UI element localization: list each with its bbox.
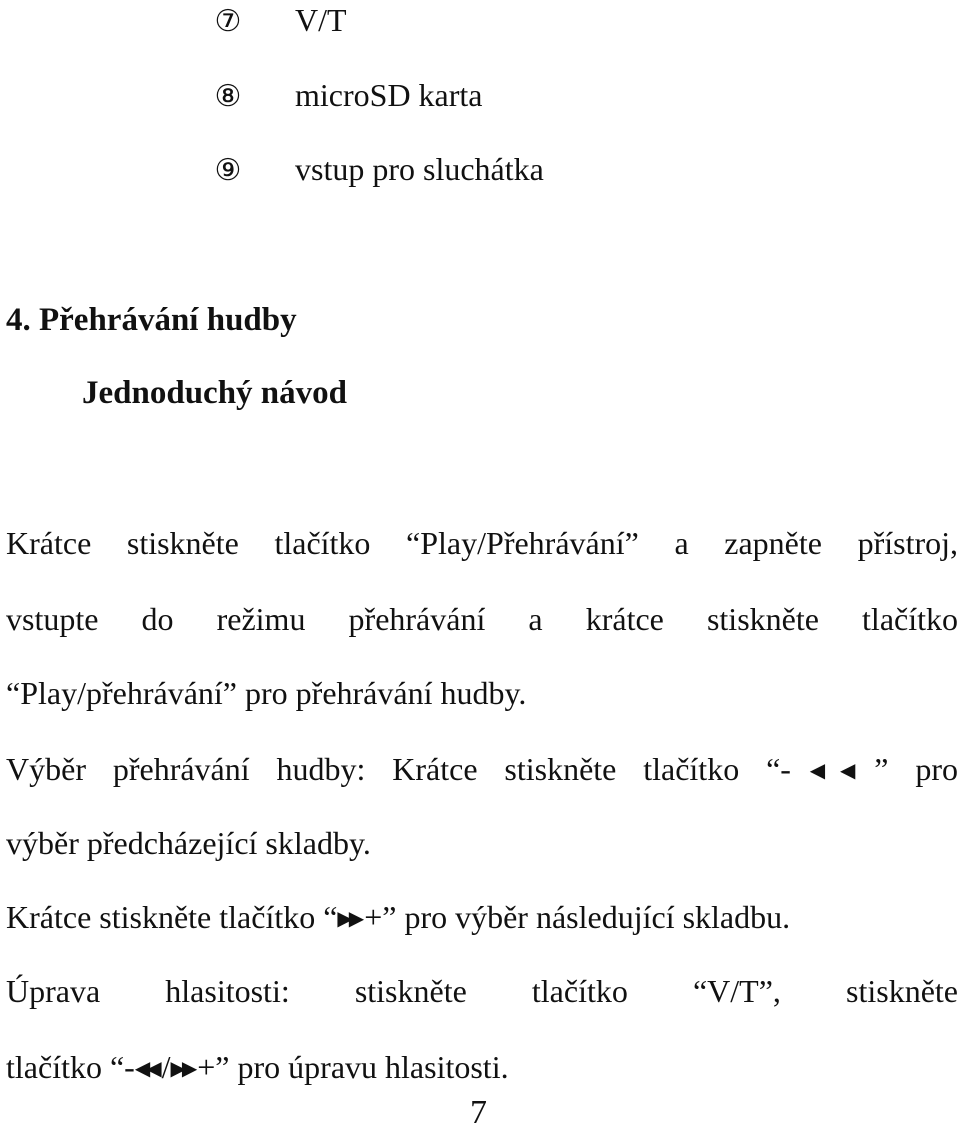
- rewind-icon: ◀◀: [790, 758, 871, 782]
- list-item: [210, 149, 544, 189]
- list-item-number: ⑧: [214, 79, 242, 114]
- list-item-text: V/T: [295, 2, 347, 38]
- section-subtitle: Jednoduchý návod: [82, 375, 348, 411]
- rewind-icon: ◀◀: [134, 1056, 158, 1080]
- list-item-number: ⑨: [214, 153, 242, 188]
- fast-forward-icon: ▶▶: [337, 906, 361, 930]
- body-line: Krátce stiskněte tlačítko “▶▶ +” pro výběr následující skladbu.: [6, 899, 791, 935]
- list-item-text: microSD karta: [295, 77, 483, 113]
- body-line: Krátce stiskněte tlačítko “Play/Přehrávání” a zapněte přístroj,: [6, 525, 958, 561]
- page-number: 7: [470, 1094, 487, 1131]
- list-item-text: vstup pro sluchátka: [295, 151, 544, 187]
- body-line: Výběr přehrávání hudby: Krátce stiskněte tlačítko “-◀◀ ” pro: [6, 751, 959, 787]
- list-item-number: ⑦: [214, 4, 242, 39]
- fast-forward-icon: ▶▶: [170, 1056, 194, 1080]
- body-line: “Play/přehrávání” pro přehrávání hudby.: [6, 675, 527, 711]
- list-item: [210, 75, 483, 115]
- body-line: výběr předcházející skladby.: [6, 825, 371, 861]
- list-item: [210, 0, 347, 40]
- body-line: tlačítko “-◀◀ /▶▶ +” pro úpravu hlasitosti.: [6, 1049, 509, 1085]
- section-title: 4. Přehrávání hudby: [6, 302, 297, 338]
- body-line: vstupte do režimu přehrávání a krátce stiskněte tlačítko: [6, 601, 958, 637]
- body-line: Úprava hlasitosti: stiskněte tlačítko “V/T”, stiskněte: [6, 973, 958, 1009]
